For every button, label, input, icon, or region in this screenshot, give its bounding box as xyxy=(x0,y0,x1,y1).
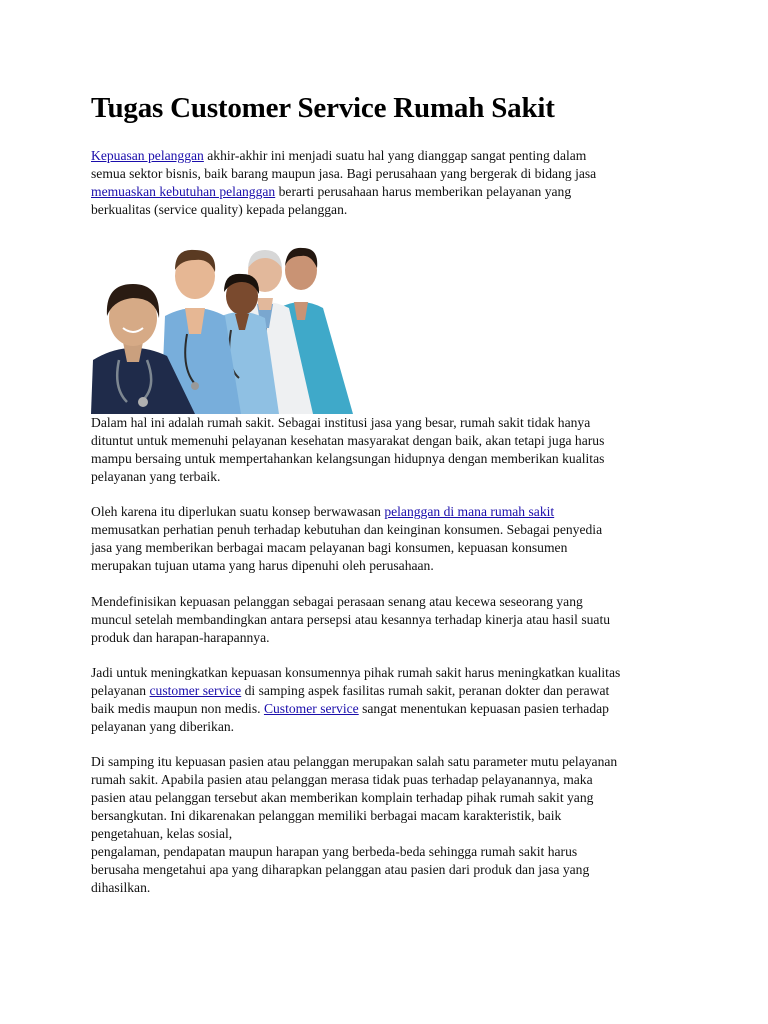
text-line: merupakan tujuan utama yang harus dipenuhi oleh perusahaan. xyxy=(91,558,434,573)
link-customer-service-2[interactable]: Customer service xyxy=(263,701,359,716)
text-fragment: pelayanan xyxy=(91,683,150,698)
text-line: Dalam hal ini adalah rumah sakit. Sebagai institusi jasa yang besar, rumah sakit tidak hanya xyxy=(91,415,591,430)
text-line: pasien atau pelanggan tersebut akan memberikan komplain terhadap pihak rumah sakit yang xyxy=(91,790,594,805)
text-line: pengalaman, pendapatan maupun harapan yang berbeda-beda sehingga rumah sakit harus xyxy=(91,844,578,859)
page-title: Tugas Customer Service Rumah Sakit xyxy=(91,92,555,124)
text-fragment: baik medis maupun non medis. xyxy=(91,701,264,716)
paragraph-6 xyxy=(91,753,691,897)
text-fragment: akhir-akhir ini menjadi suatu hal yang dianggap sangat penting dalam xyxy=(203,148,587,163)
text-fragment: Oleh karena itu diperlukan suatu konsep berwawasan xyxy=(91,504,385,519)
text-line: muncul setelah membandingkan antara persepsi atau kesannya terhadap kinerja atau hasil suatu xyxy=(91,612,611,627)
text-fragment: sangat menentukan kepuasan pasien terhadap xyxy=(358,701,609,716)
text-line: dihasilkan. xyxy=(91,880,151,895)
paragraph-3 xyxy=(91,503,691,575)
paragraph-4 xyxy=(91,593,691,647)
text-line xyxy=(91,682,691,700)
link-memuaskan-kebutuhan-pelanggan[interactable]: memuaskan kebutuhan pelanggan xyxy=(91,184,276,199)
text-line xyxy=(91,700,691,718)
text-line: pengetahuan, kelas sosial, xyxy=(91,826,233,841)
paragraph-5 xyxy=(91,664,691,736)
text-line: berusaha mengetahui apa yang diharapkan pelanggan atau pasien dari produk dan jasa yang xyxy=(91,862,590,877)
link-customer-service[interactable]: customer service xyxy=(149,683,242,698)
text-line: dituntut untuk memenuhi pelayanan kesehatan masyarakat dengan baik, akan tetapi juga harus xyxy=(91,433,605,448)
medical-staff-photo xyxy=(91,238,353,414)
text-fragment: berarti perusahaan harus memberikan pelayanan yang xyxy=(275,184,572,199)
text-line: rumah sakit. Apabila pasien atau pelanggan merasa tidak puas terhadap pelayanannya, maka xyxy=(91,772,593,787)
link-pelanggan-di-mana-rumah-sakit[interactable]: pelanggan di mana rumah sakit xyxy=(384,504,555,519)
text-line: Di samping itu kepuasan pasien atau pelanggan merupakan salah satu parameter mutu pelayanan xyxy=(91,754,618,769)
text-line: berkualitas (service quality) kepada pelanggan. xyxy=(91,202,348,217)
text-line: jasa yang memberikan berbagai macam pelayanan bagi konsumen, kepuasan konsumen xyxy=(91,540,568,555)
text-line xyxy=(91,183,691,201)
paragraph-intro xyxy=(91,147,691,219)
text-line: bersangkutan. Ini dikarenakan pelanggan memiliki berbagai macam karakteristik, baik xyxy=(91,808,562,823)
text-line: pelayanan yang terbaik. xyxy=(91,469,221,484)
text-line xyxy=(91,503,691,521)
text-line: pelayanan yang diberikan. xyxy=(91,719,235,734)
text-line: memusatkan perhatian penuh terhadap kebutuhan dan keinginan konsumen. Sebagai penyedia xyxy=(91,522,603,537)
text-line xyxy=(91,147,691,165)
text-line: Mendefinisikan kepuasan pelanggan sebagai perasaan senang atau kecewa seseorang yang xyxy=(91,594,583,609)
paragraph-2 xyxy=(91,414,691,486)
text-line: produk dan harapan-harapannya. xyxy=(91,630,270,645)
link-kepuasan-pelanggan[interactable]: Kepuasan pelanggan xyxy=(91,148,204,163)
text-line: Jadi untuk meningkatkan kepuasan konsumennya pihak rumah sakit harus meningkatkan kualitas xyxy=(91,665,621,680)
text-line: mampu bersaing untuk mempertahankan kelangsungan hidupnya dengan memberikan kualitas xyxy=(91,451,605,466)
text-line: semua sektor bisnis, baik barang maupun jasa. Bagi perusahaan yang bergerak di bidang jasa xyxy=(91,166,597,181)
text-fragment: di samping aspek fasilitas rumah sakit, peranan dokter dan perawat xyxy=(241,683,610,698)
